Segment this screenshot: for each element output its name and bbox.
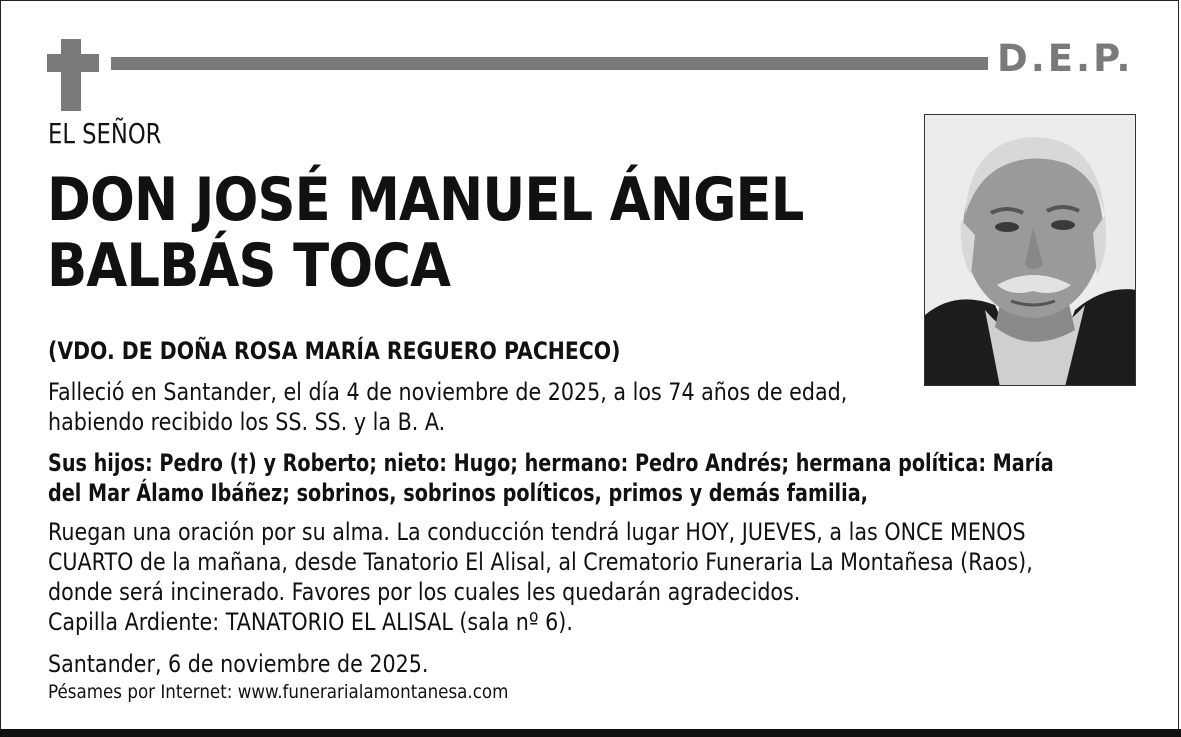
ceremony-line: Ruegan una oración por su alma. La conducción tendrá lugar HOY, JUEVES, a las ONCE MENOS [48, 518, 1026, 546]
ceremony-line: donde será incinerado. Favores por los cuales les quedarán agradecidos. [48, 578, 801, 606]
name-line-1: DON JOSÉ MANUEL ÁNGEL [47, 165, 804, 235]
family-line: Sus hijos: Pedro (†) y Roberto; nieto: Hugo; hermano: Pedro Andrés; hermana política: María [48, 449, 1054, 477]
place-date: Santander, 6 de noviembre de 2025. [48, 650, 429, 678]
death-notice-line: habiendo recibido los SS. SS. y la B. A. [48, 408, 446, 436]
bottom-rule [0, 729, 1181, 737]
portrait-photo-icon [925, 115, 1136, 386]
widow-of: (VDO. DE DOÑA ROSA MARÍA REGUERO PACHECO) [48, 337, 621, 365]
ceremony-details [48, 517, 1033, 637]
family-list [48, 448, 1054, 508]
header-rule [111, 57, 988, 70]
death-notice-line: Falleció en Santander, el día 4 de noviembre de 2025, a los 74 años de edad, [48, 378, 848, 406]
name-line-2: BALBÁS TOCA [47, 231, 451, 301]
ceremony-line: Capilla Ardiente: TANATORIO EL ALISAL (sala nº 6). [48, 608, 573, 636]
portrait-photo [924, 114, 1136, 386]
condolences-web: Pésames por Internet: www.funerarialamontanesa.com [48, 681, 509, 703]
honorific: EL SEÑOR [48, 117, 162, 150]
death-notice [48, 377, 847, 437]
family-line: del Mar Álamo Ibáñez; sobrinos, sobrinos políticos, primos y demás familia, [48, 479, 868, 507]
deceased-name [47, 167, 803, 299]
ceremony-line: CUARTO de la mañana, desde Tanatorio El Alisal, al Crematorio Funeraria La Montañesa (Raos), [48, 548, 1033, 576]
dep-label: D.E.P. [997, 37, 1134, 80]
